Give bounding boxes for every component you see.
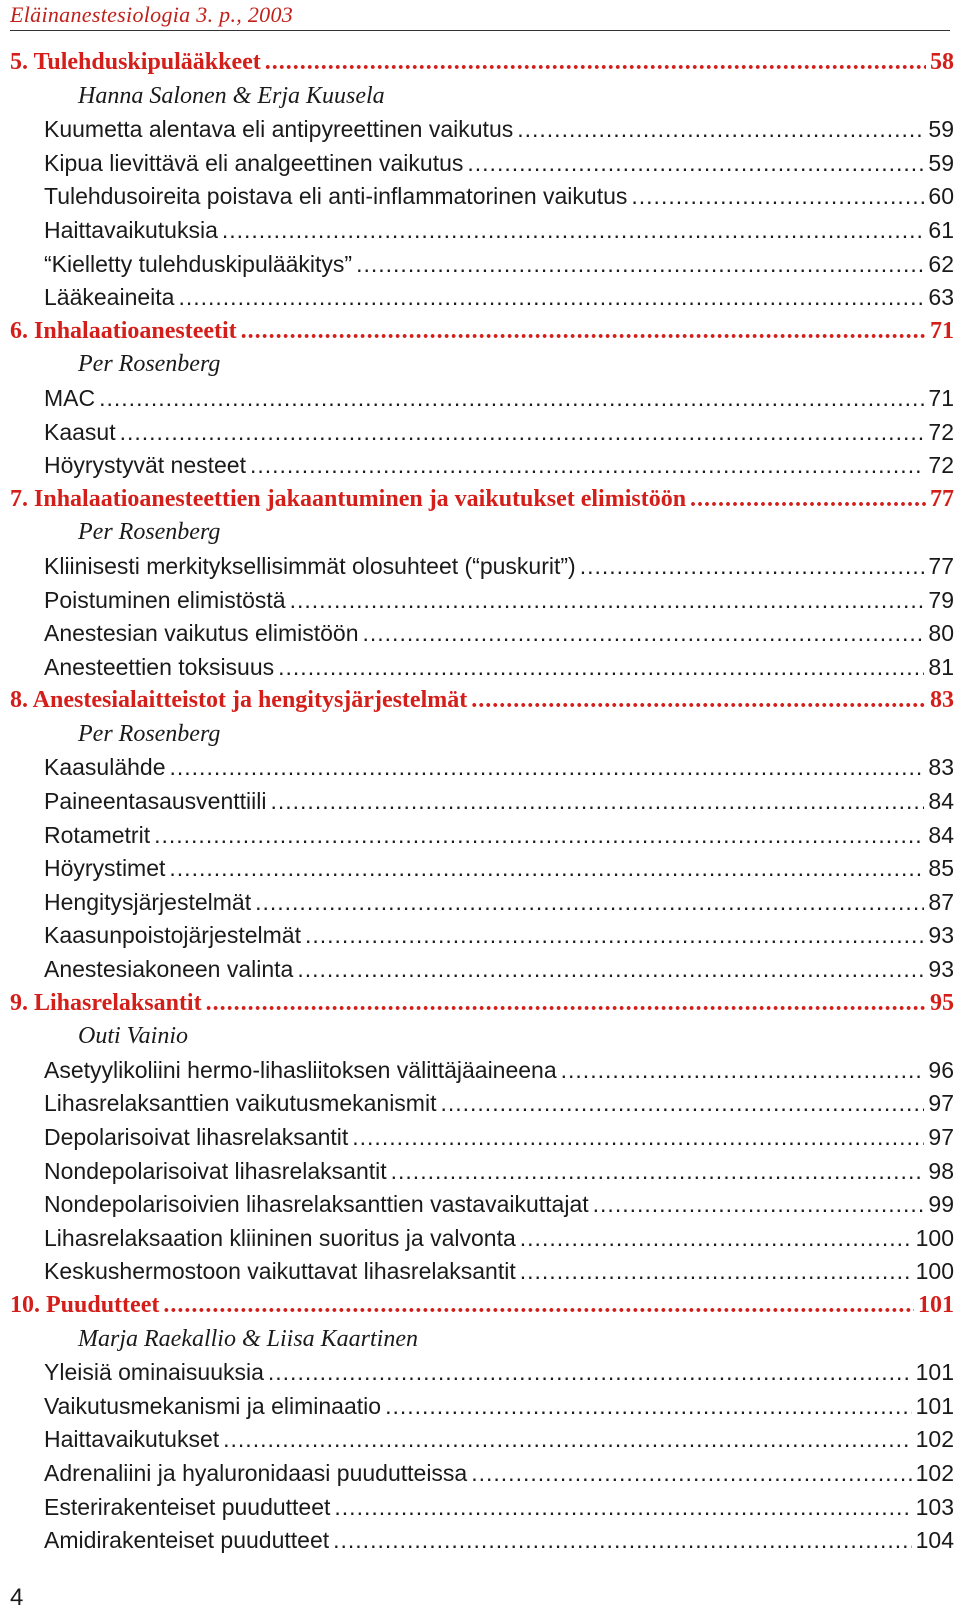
dot-leader [223,1423,911,1457]
toc-entry-title: Anestesian vaikutus elimistöön [44,620,359,647]
toc-entry-title: Kaasunpoistojärjestelmät [44,922,301,949]
toc-chapter-title: 8. Anestesialaitteistot ja hengitysjärjestelmät [10,687,468,714]
toc-page-number: 83 [928,754,954,781]
toc-page-number: 71 [930,317,954,344]
toc-author-title: Per Rosenberg [78,351,221,378]
toc-chapter-title: 10. Puudutteet [10,1291,160,1318]
dot-leader [690,483,926,517]
dot-leader [206,987,926,1021]
toc-page-number: 95 [930,989,954,1016]
toc-entry [10,617,954,651]
toc-author-title: Hanna Salonen & Erja Kuusela [78,82,385,109]
dot-leader [250,449,924,483]
toc-page-number: 62 [928,250,954,277]
dot-leader [99,382,924,416]
toc-chapter-title: 9. Lihasrelaksantit [10,989,202,1016]
toc-chapter-title: 5. Tulehduskipulääkkeet [10,49,261,75]
toc-author [10,1323,954,1357]
toc-entry [10,180,954,214]
toc-entry [10,1054,954,1088]
dot-leader [520,1255,912,1289]
toc-page-number: 72 [928,418,954,445]
dot-leader [278,651,924,685]
dot-leader [222,214,925,248]
toc-page-number: 85 [928,855,954,882]
dot-leader [471,684,926,718]
dot-leader [265,46,926,80]
toc-page-number: 101 [915,1392,954,1419]
dot-leader [391,1155,925,1189]
toc-page-number: 93 [928,956,954,983]
toc-entry [10,651,954,685]
toc-entry [10,1524,954,1558]
dot-leader [268,1356,912,1390]
toc-entry-title: Adrenaliini ja hyaluronidaasi puudutteissa [44,1459,468,1486]
toc-entry [10,1423,954,1457]
toc-page-number: 81 [928,653,954,680]
toc-entry [10,1188,954,1222]
toc-entry-title: “Kielletty tulehduskipulääkitys” [44,250,353,277]
toc-entry [10,1155,954,1189]
toc-entry-title: Anestesiakoneen valinta [44,956,294,983]
toc-chapter [10,315,954,349]
toc-entry [10,281,954,315]
toc-page-number: 97 [928,1090,954,1117]
toc-entry-title: Hengitysjärjestelmät [44,888,252,915]
running-head-title: Eläinanestesiologia 3. p., 2003 [10,2,294,27]
dot-leader [333,1524,912,1558]
dot-leader [170,751,925,785]
toc-entry-title: Lihasrelaksaation kliininen suoritus ja valvonta [44,1224,516,1251]
toc-page-number: 60 [928,183,954,210]
toc-chapter [10,684,954,718]
toc-entry [10,147,954,181]
toc-entry-title: Höyrystimet [44,855,166,882]
toc-author [10,348,954,382]
dot-leader [334,1491,911,1525]
toc-entry-title: Lihasrelaksanttien vaikutusmekanismit [44,1090,437,1117]
toc-entry [10,416,954,450]
toc-page-number: 63 [928,284,954,311]
toc-entry-title: Esterirakenteiset puudutteet [44,1493,331,1520]
running-header [10,0,950,31]
dot-leader [580,550,925,584]
toc-entry-title: Asetyylikoliini hermo-lihasliitoksen välittäjäaineena [44,1056,557,1083]
toc-entry-title: Amidirakenteiset puudutteet [44,1527,330,1554]
toc-chapter [10,46,954,80]
toc-page-number: 101 [918,1291,954,1318]
toc-author [10,1020,954,1054]
toc-page-number: 100 [915,1224,954,1251]
toc-entry-title: Nondepolarisoivien lihasrelaksanttien vastavaikuttajat [44,1191,589,1218]
toc-page-number: 104 [915,1527,954,1554]
table-of-contents [10,46,954,1558]
toc-entry [10,1222,954,1256]
toc-author [10,80,954,114]
toc-page-number: 58 [930,49,954,75]
toc-page-number: 59 [928,116,954,143]
toc-entry-title: Haittavaikutukset [44,1426,220,1453]
dot-leader [593,1188,925,1222]
toc-entry [10,449,954,483]
dot-leader [440,1087,924,1121]
toc-author-title: Per Rosenberg [78,519,221,546]
toc-entry [10,1356,954,1390]
toc-page-number: 98 [928,1157,954,1184]
dot-leader [467,147,924,181]
toc-entry-title: Depolarisoivat lihasrelaksantit [44,1124,349,1150]
toc-page-number: 96 [928,1056,954,1083]
toc-entry [10,1121,954,1155]
toc-entry-title: Kaasulähde [44,754,166,781]
dot-leader [471,1457,911,1491]
toc-entry-title: Anesteettien toksisuus [44,653,275,680]
toc-page-number: 72 [928,452,954,479]
toc-entry-title: Haittavaikutuksia [44,216,218,243]
toc-author [10,516,954,550]
toc-page-number: 80 [928,620,954,647]
toc-page-number: 102 [915,1426,954,1453]
dot-leader [631,180,924,214]
toc-entry [10,785,954,819]
toc-entry [10,819,954,853]
toc-entry [10,953,954,987]
toc-entry [10,1087,954,1121]
toc-entry [10,550,954,584]
toc-entry [10,113,954,147]
toc-entry [10,1255,954,1289]
toc-entry-title: Rotametrit [44,821,151,848]
dot-leader [356,248,924,282]
dot-leader [517,113,924,147]
toc-entry-title: Yleisiä ominaisuuksia [44,1359,264,1386]
dot-leader [169,852,924,886]
toc-page-number: 100 [915,1258,954,1285]
toc-entry-title: Kipua lievittävä eli analgeettinen vaikutus [44,149,464,176]
toc-entry [10,1457,954,1491]
toc-page-number: 93 [928,922,954,949]
toc-entry-title: Höyrystyvät nesteet [44,452,246,479]
toc-entry-title: Kuumetta alentava eli antipyreettinen vaikutus [44,116,514,143]
toc-chapter [10,483,954,517]
toc-entry [10,751,954,785]
toc-page-number: 87 [928,888,954,915]
toc-page-number: 84 [928,788,954,815]
dot-leader [255,886,924,920]
dot-leader [120,416,925,450]
toc-page-number: 79 [928,586,954,613]
toc-entry-title: Keskushermostoon vaikuttavat lihasrelaksantit [44,1258,516,1285]
toc-entry-title: MAC [44,384,96,411]
toc-entry [10,382,954,416]
toc-entry-title: Lääkeaineita [44,284,175,311]
toc-page-number: 103 [915,1493,954,1520]
toc-entry [10,852,954,886]
toc-author-title: Marja Raekallio & Liisa Kaartinen [78,1325,418,1352]
toc-entry-title: Tulehdusoireita poistava eli anti-inflammatorinen vaikutus [44,183,628,210]
dot-leader [352,1121,924,1155]
toc-entry-title: Kliinisesti merkityksellisimmät olosuhteet (“puskurit”) [44,552,576,579]
toc-page-number: 77 [928,552,954,579]
toc-chapter-title: 6. Inhalaatioanesteetit [10,317,237,344]
toc-page-number: 71 [928,384,954,411]
dot-leader [163,1289,914,1323]
toc-author-title: Outi Vainio [78,1023,189,1050]
toc-author-title: Per Rosenberg [78,720,221,747]
toc-chapter [10,987,954,1021]
dot-leader [241,315,926,349]
toc-chapter-title: 7. Inhalaatioanesteettien jakaantuminen ja vaikutukset elimistöön [10,485,687,512]
toc-page-number: 61 [928,216,954,243]
toc-entry [10,214,954,248]
toc-entry [10,1491,954,1525]
toc-entry [10,584,954,618]
toc-page-number: 101 [915,1359,954,1386]
dot-leader [385,1390,912,1424]
toc-author [10,718,954,752]
toc-entry-title: Paineentasausventtiili [44,788,267,815]
page-number: 4 [10,1584,24,1611]
toc-page-number: 102 [915,1459,954,1486]
dot-leader [305,919,924,953]
dot-leader [270,785,924,819]
toc-entry [10,248,954,282]
toc-entry-title: Nondepolarisoivat lihasrelaksantit [44,1157,387,1184]
dot-leader [561,1054,925,1088]
dot-leader [178,281,924,315]
toc-entry-title: Vaikutusmekanismi ja eliminaatio [44,1392,382,1419]
dot-leader [363,617,925,651]
toc-entry [10,886,954,920]
dot-leader [520,1222,912,1256]
dot-leader [154,819,924,853]
toc-entry-title: Poistuminen elimistöstä [44,586,286,613]
toc-entry [10,1390,954,1424]
toc-chapter [10,1289,954,1323]
toc-entry [10,919,954,953]
toc-page-number: 83 [930,687,954,714]
dot-leader [297,953,924,987]
toc-page-number: 97 [928,1124,954,1150]
toc-page-number: 77 [930,485,954,512]
dot-leader [290,584,925,618]
toc-entry-title: Kaasut [44,418,116,445]
toc-page-number: 84 [928,821,954,848]
toc-page-number: 99 [928,1191,954,1218]
toc-page-number: 59 [928,149,954,176]
